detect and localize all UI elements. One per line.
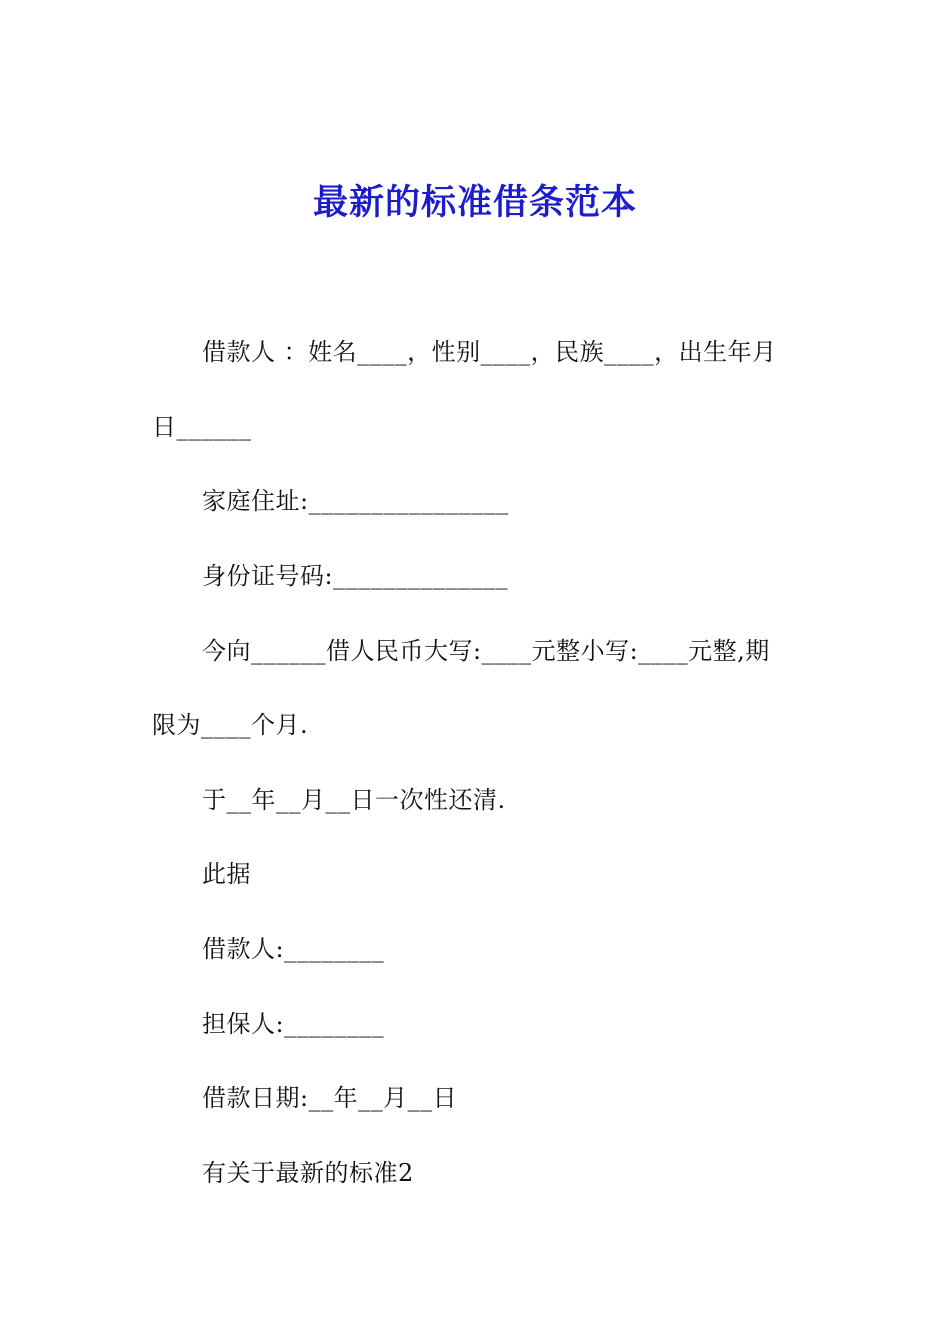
section-heading-line: 有关于最新的标准2 <box>202 1159 414 1187</box>
id-number-line: 身份证号码:______________ <box>202 562 509 590</box>
loan-date-line: 借款日期:__年__月__日 <box>202 1084 458 1112</box>
repayment-date-line: 于__年__月__日一次性还清. <box>202 786 506 814</box>
home-address-line: 家庭住址:________________ <box>202 487 509 515</box>
document-title: 最新的标准借条范本 <box>312 183 637 223</box>
loan-term-line: 限为____个月. <box>152 711 309 739</box>
loan-amount-line: 今向______借人民币大写:____元整小写:____元整,期 <box>202 637 770 665</box>
certification-line: 此据 <box>202 860 251 888</box>
borrower-signature-line: 借款人:________ <box>202 935 385 963</box>
birth-date-line: 日______ <box>152 413 252 441</box>
guarantor-signature-line: 担保人:________ <box>202 1010 385 1038</box>
borrower-info-line: 借款人 ：姓名____，性别____，民族____，出生年月 <box>202 338 777 366</box>
